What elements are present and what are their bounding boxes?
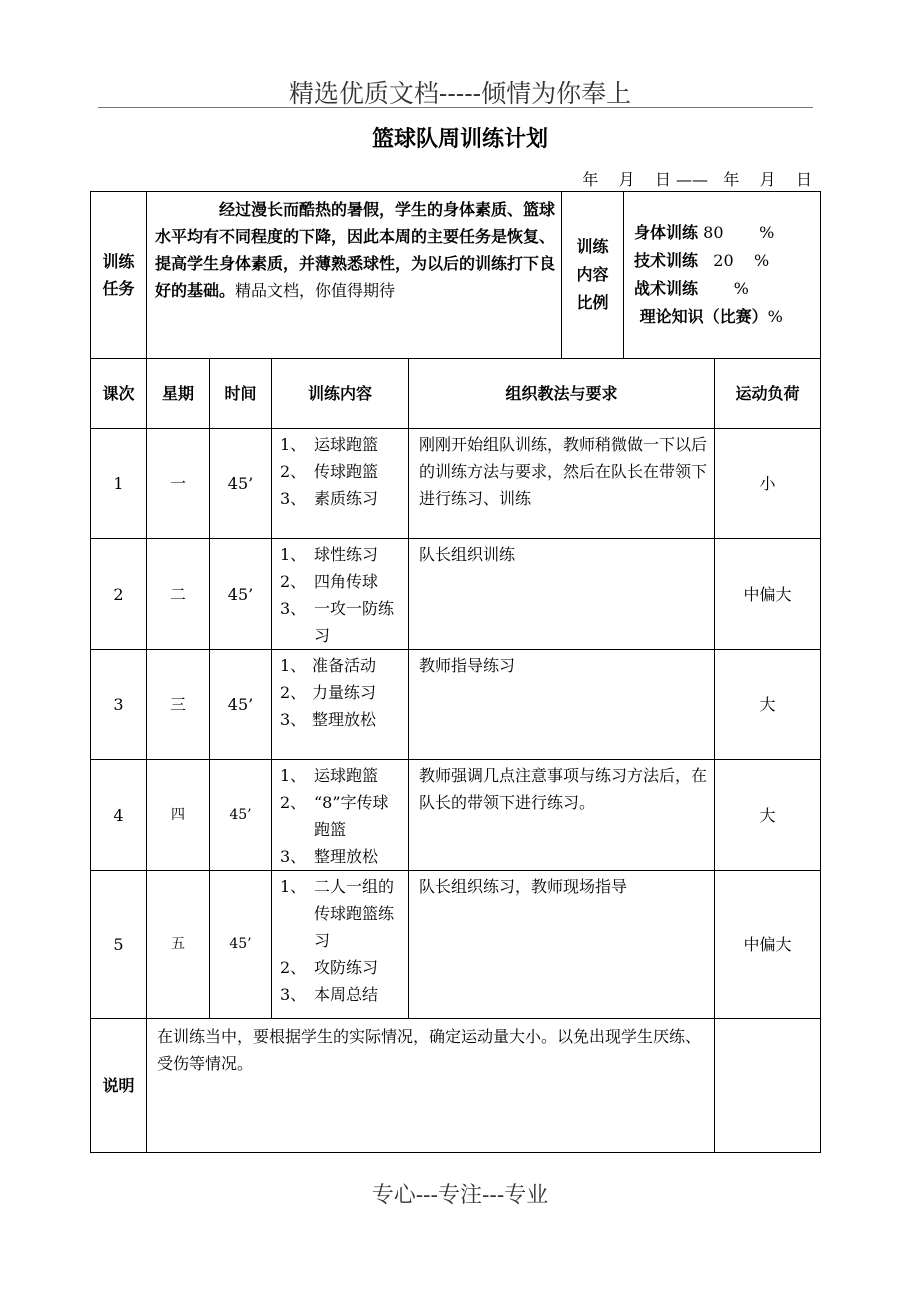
weekday-cell: 五 <box>147 871 210 1019</box>
time-cell: 45’ <box>210 760 272 871</box>
table-row <box>91 650 821 760</box>
time-cell: 45’ <box>210 650 272 760</box>
col-header-time: 时间 <box>210 359 272 429</box>
list-item: 3、 整理放松 <box>280 847 379 866</box>
training-content <box>272 650 409 760</box>
page-footer: 专心---专注---专业 <box>371 1183 549 1208</box>
col-header-content: 训练内容 <box>272 359 409 429</box>
session-number: 3 <box>91 650 147 760</box>
training-content <box>272 539 409 650</box>
ratio-technical: 技术训练 20 % <box>634 251 770 270</box>
list-item: 1、 运球跑篮 <box>280 766 379 785</box>
ratio-list <box>624 192 820 358</box>
session-number: 5 <box>91 871 147 1019</box>
weekday-cell: 三 <box>147 650 210 760</box>
list-item: 3、 整理放松 <box>280 710 377 729</box>
load-cell: 中偏大 <box>715 871 821 1019</box>
time-cell: 45’ <box>210 429 272 539</box>
date-range: 年 月 日 —— 年 月 日 <box>582 170 812 189</box>
method-cell: 教师指导练习 <box>409 650 715 760</box>
note-text: 在训练当中，要根据学生的实际情况，确定运动量大小。以免出现学生厌练、受伤等情况。 <box>147 1019 715 1153</box>
load-cell: 大 <box>715 760 821 871</box>
time-cell: 45’ <box>210 871 272 1019</box>
training-content <box>272 429 409 539</box>
method-cell: 队长组织训练 <box>409 539 715 650</box>
list-item: 1、 运球跑篮 <box>280 435 379 454</box>
note-row <box>91 1019 821 1153</box>
col-header-weekday: 星期 <box>147 359 210 429</box>
header-divider <box>98 107 813 108</box>
training-content <box>272 760 409 871</box>
note-label: 说明 <box>91 1019 147 1153</box>
task-description-text: 经过漫长而酷热的暑假，学生的身体素质、篮球水平均有不同程度的下降，因此本周的主要任务是恢复、提高学生身体素质，并薄熟悉球性，为以后的训练打下良好的基础。 <box>155 200 556 300</box>
load-cell: 大 <box>715 650 821 760</box>
task-description-tail: 精品文档，你值得期待 <box>235 281 396 300</box>
list-item: 3、 一攻一防练习 <box>280 599 395 645</box>
list-item: 2、 “8”字传球跑篮 <box>280 793 389 839</box>
table-row <box>91 539 821 650</box>
document-title: 篮球队周训练计划 <box>371 126 548 152</box>
load-cell: 中偏大 <box>715 539 821 650</box>
method-cell: 队长组织练习，教师现场指导 <box>409 871 715 1019</box>
weekday-cell: 一 <box>147 429 210 539</box>
session-number: 1 <box>91 429 147 539</box>
ratio-tactical: 战术训练 % <box>634 279 749 298</box>
list-item: 2、 力量练习 <box>280 683 377 702</box>
session-number: 2 <box>91 539 147 650</box>
table-row <box>91 429 821 539</box>
list-item: 1、 二人一组的传球跑篮练习 <box>280 877 395 950</box>
load-cell: 小 <box>715 429 821 539</box>
training-plan-table <box>90 191 821 1153</box>
list-item: 1、 球性练习 <box>280 545 379 564</box>
list-item: 2、 攻防练习 <box>280 958 379 977</box>
method-cell: 刚刚开始组队训练，教师稍微做一下以后的训练方法与要求，然后在队长在带领下进行练习、训练 <box>409 429 715 539</box>
time-cell: 45’ <box>210 539 272 650</box>
header-row <box>91 359 821 429</box>
list-item: 2、 四角传球 <box>280 572 379 591</box>
session-number: 4 <box>91 760 147 871</box>
col-header-session: 课次 <box>91 359 147 429</box>
ratio-physical: 身体训练 80 % <box>634 223 775 242</box>
task-row <box>91 192 821 359</box>
ratio-cell <box>562 192 821 359</box>
list-item: 3、 素质练习 <box>280 489 379 508</box>
col-header-method: 组织教法与要求 <box>409 359 715 429</box>
task-description <box>147 192 562 359</box>
page-header: 精选优质文档-----倾情为你奉上 <box>288 79 632 108</box>
weekday-cell: 四 <box>147 760 210 871</box>
ratio-theory: 理论知识（比赛）% <box>634 307 783 326</box>
col-header-load: 运动负荷 <box>715 359 821 429</box>
table-row <box>91 760 821 871</box>
ratio-label: 训练 内容 比例 <box>562 192 624 358</box>
method-cell: 教师强调几点注意事项与练习方法后，在队长的带领下进行练习。 <box>409 760 715 871</box>
task-label: 训练 任务 <box>91 192 147 359</box>
list-item: 2、 传球跑篮 <box>280 462 379 481</box>
table-row <box>91 871 821 1019</box>
training-content <box>272 871 409 1019</box>
weekday-cell: 二 <box>147 539 210 650</box>
list-item: 3、 本周总结 <box>280 985 379 1004</box>
note-empty-cell <box>715 1019 821 1153</box>
list-item: 1、 准备活动 <box>280 656 377 675</box>
